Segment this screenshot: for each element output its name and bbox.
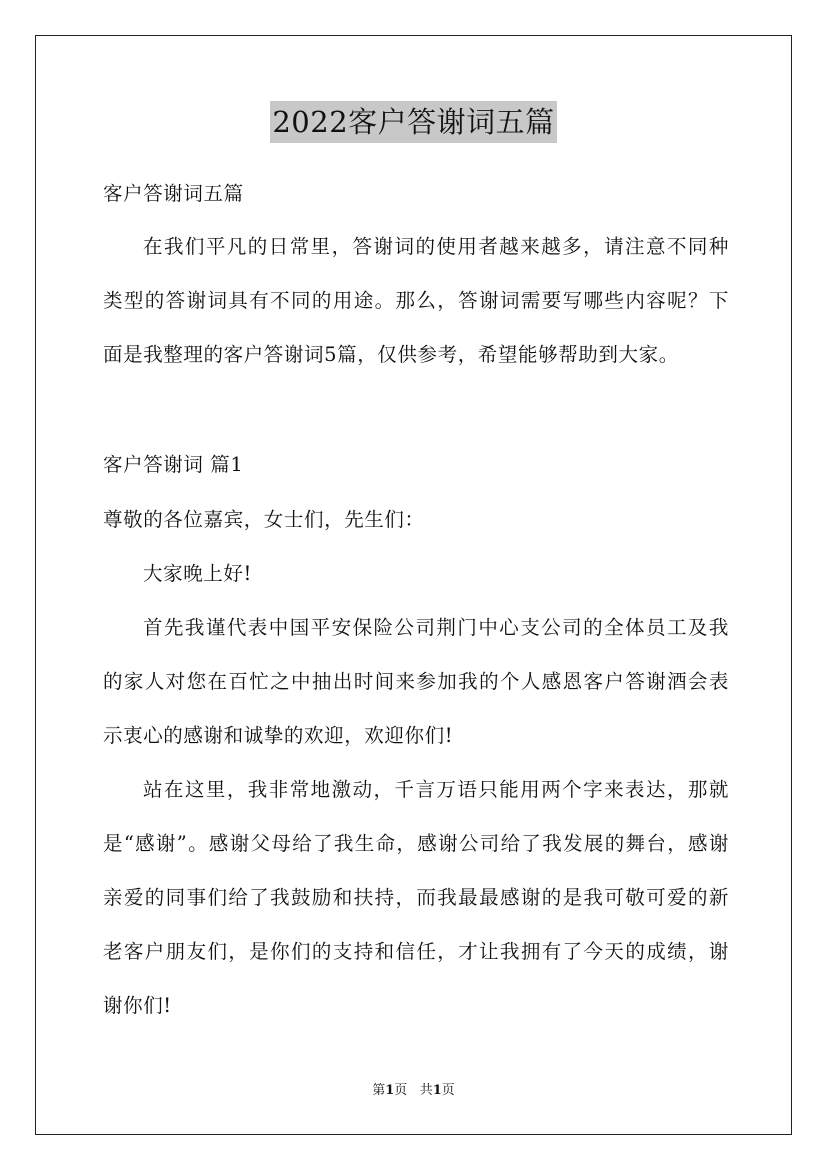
total-suffix: 页	[441, 1083, 455, 1098]
subtitle: 客户答谢词五篇	[103, 182, 244, 205]
total-prefix: 共	[419, 1083, 433, 1098]
page-number: 1	[385, 1083, 395, 1098]
page-prefix: 第	[372, 1083, 386, 1098]
section-heading: 客户答谢词 篇1	[103, 453, 244, 476]
paragraph-1-line-2: 的家人对您在百忙之中抽出时间来参加我的个人感恩客户答谢酒会表	[103, 670, 729, 693]
paragraph-2-line-3: 亲爱的同事们给了我鼓励和扶持，而我最最感谢的是我可敬可爱的新	[103, 886, 729, 909]
title-container	[0, 101, 827, 143]
page-suffix: 页	[394, 1083, 408, 1098]
document-title: 2022客户答谢词五篇	[270, 101, 556, 143]
paragraph-2-line-4: 老客户朋友们，是你们的支持和信任，才让我拥有了今天的成绩，谢	[103, 940, 729, 963]
paragraph-2-line-2: 是“感谢”。感谢父母给了我生命，感谢公司给了我发展的舞台，感谢	[103, 832, 729, 855]
intro-line-2: 类型的答谢词具有不同的用途。那么，答谢词需要写哪些内容呢？下	[103, 289, 729, 312]
paragraph-2-line-5: 谢你们!	[103, 994, 172, 1017]
salutation: 尊敬的各位嘉宾，女士们，先生们：	[103, 508, 425, 531]
paragraph-1-line-1: 首先我谨代表中国平安保险公司荆门中心支公司的全体员工及我	[143, 616, 729, 639]
paragraph-1-line-3: 示衷心的感谢和诚挚的欢迎，欢迎你们!	[103, 724, 454, 747]
intro-line-3: 面是我整理的客户答谢词5篇，仅供参考，希望能够帮助到大家。	[103, 343, 679, 366]
intro-line-1: 在我们平凡的日常里，答谢词的使用者越来越多，请注意不同种	[143, 235, 729, 258]
total-pages: 1	[432, 1083, 442, 1098]
page-footer	[0, 1082, 827, 1100]
greeting: 大家晚上好!	[143, 562, 252, 585]
paragraph-2-line-1: 站在这里，我非常地激动，千言万语只能用两个字来表达，那就	[143, 778, 729, 801]
